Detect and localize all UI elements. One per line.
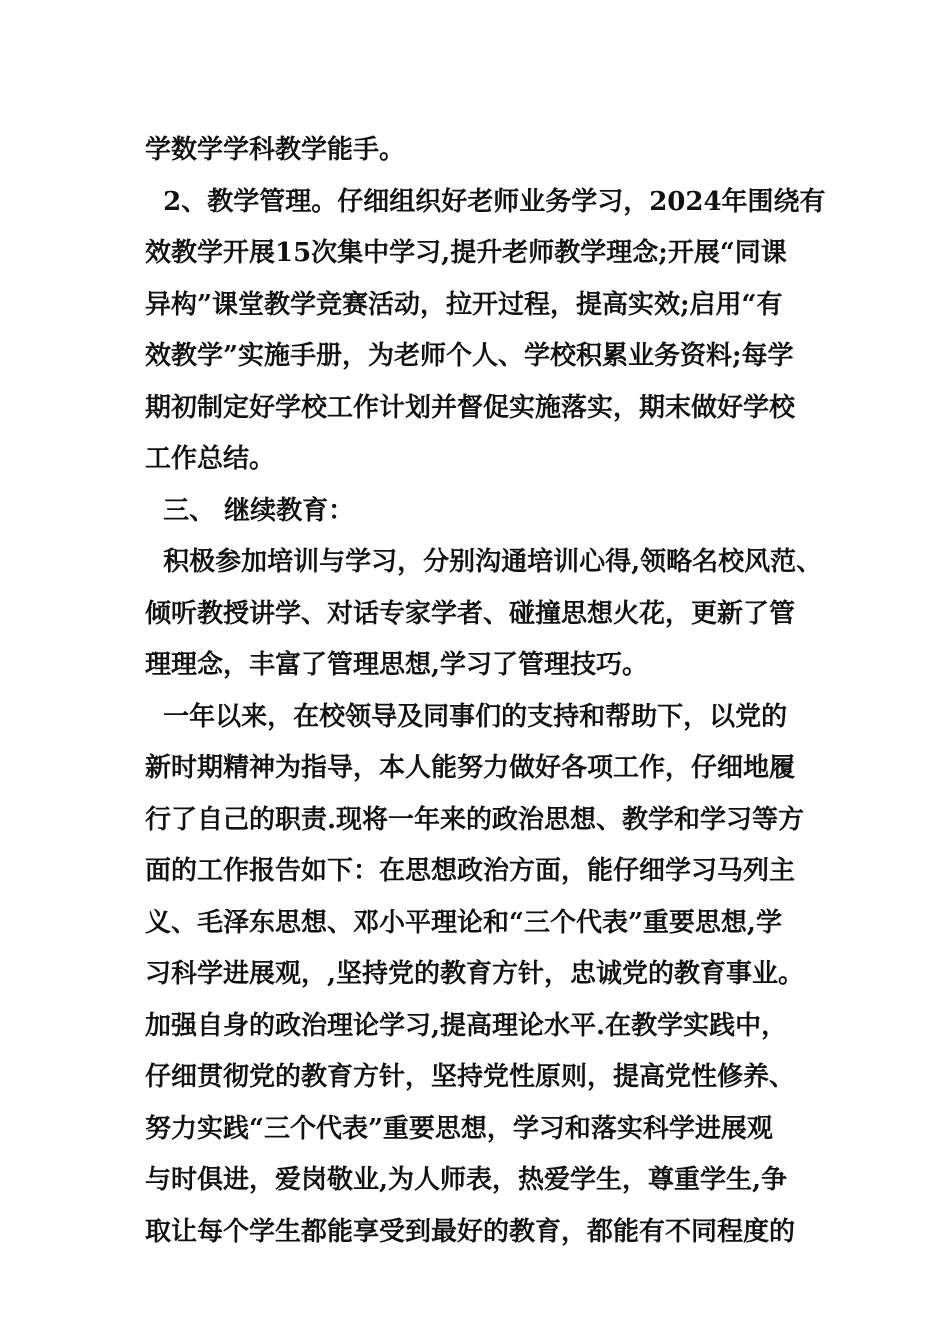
text-line: 习科学进展观，,坚持党的教育方针，忠诚党的教育事业。: [145, 959, 805, 989]
text-line: 理理念，丰富了管理思想,学习了管理技巧。: [145, 650, 649, 680]
text-line: 加强自身的政治理论学习,提高理论水平.在教学实践中，: [145, 1010, 788, 1041]
text-line: 积极参加培训与学习，分别沟通培训心得,领略名校风范、: [145, 547, 823, 577]
text-line: 效教学”实施手册，为老师个人、学校积累业务资料;每学: [145, 341, 794, 371]
text-line: 学数学学科教学能手。: [145, 135, 406, 165]
text-line: 倾听教授讲学、对话专家学者、碰撞思想火花，更新了管: [145, 598, 796, 629]
text-line: 行了自己的职责.现将一年来的政治思想、教学和学习等方: [145, 804, 805, 835]
text-line: 新时期精神为指导，本人能努力做好各项工作，仔细地履: [145, 753, 796, 783]
text-line: 效教学开展15次集中学习,提升老师教学理念;开展“同课: [145, 238, 787, 268]
text-line: 一年以来，在校领导及同事们的支持和帮助下，以党的: [145, 701, 788, 732]
text-line: 义、毛泽东思想、邓小平理论和“三个代表”重要思想,学: [145, 907, 782, 938]
text-line: 仔细贯彻党的教育方针，坚持党性原则，提高党性修养、: [145, 1062, 796, 1092]
text-line: 2、教学管理。仔细组织好老师业务学习，2024年围绕有: [145, 186, 826, 217]
body-text: [145, 125, 826, 1258]
text-line: 努力实践“三个代表”重要思想，学习和落实科学进展观: [145, 1113, 773, 1144]
section-heading: 三、 继续教育：: [145, 495, 355, 526]
text-line: 与时俱进，爱岗敬业,为人师表，热爱学生，尊重学生,争: [145, 1165, 788, 1195]
text-line: 异构”课堂教学竞赛活动，拉开过程，提高实效;启用“有: [145, 289, 783, 320]
text-line: 工作总结。: [145, 444, 276, 474]
text-line: 面的工作报告如下：在思想政治方面，能仔细学习马列主: [145, 856, 796, 886]
text-line: 取让每个学生都能享受到最好的教育，都能有不同程度的: [145, 1216, 796, 1247]
text-line: 期初制定好学校工作计划并督促实施落实，期末做好学校: [145, 392, 796, 423]
